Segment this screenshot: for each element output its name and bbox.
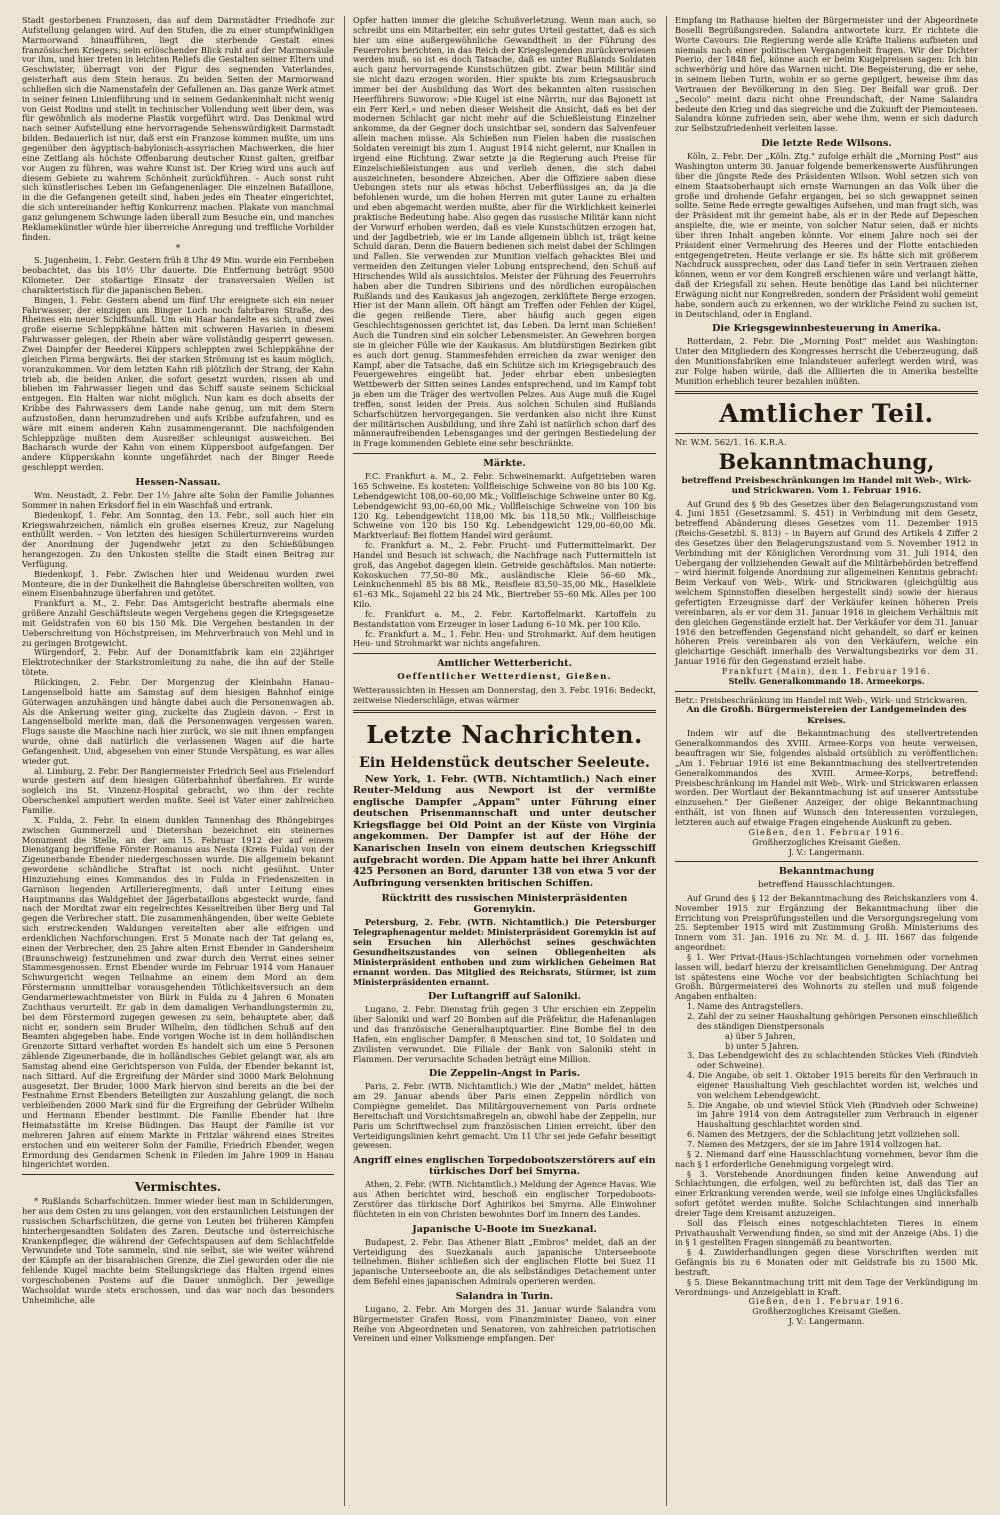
- list-item: 2. Zahl der zu seiner Haushaltung gehörigen Personen einschließlich des ständigen Dienstpersonals: [687, 1011, 978, 1031]
- list-item: a) über 5 Jahren,: [725, 1030, 796, 1041]
- divider: [675, 433, 978, 434]
- section-heading-letzte-nachrichten: Letzte Nachrichten.: [366, 719, 643, 749]
- article-saloniki: Lugano, 2. Febr. Dienstag früh gegen 3 Uhr erschien ein Zeppelin über Saloniki und warf 20 Bomben auf die Präfektur, die Hafenanlagen und das französische Generalhauptquartier. Eine Bombe fiel in den Hafen, ein englischer Dampfer. 8 Menschen sind tot, 10 Soldaten und Zivilisten verwundet. Die Filiale der Bank von Saloniki steht in Flammen. Der verursachte Schaden beträgt eine Million.: [353, 1004, 656, 1064]
- divider: [675, 691, 978, 692]
- list-item: 1. Name des Antragstellers.: [687, 1001, 804, 1012]
- article-scharfschuetzen: * Rußlands Scharfschützen. Immer wieder liest man in Schilderungen, her aus dem Osten zu uns gelangen, von den erstaunlichen Leistungen der russischen Scharfschützen, die gerne von Leuten bei früheren Kämpfen hinterhergesandten Soldaten des Zaren. Deutsche und österreichische Krankenpfleger, die während der Gefechtspausen auf dem Schlachtfelde Verwundete und Tote sammeln, sind nie selbst, sie wie weiter während der Kämpfe an der bisarabischen Grenze, die Ziel geworden oder die nie fehlende Kugel machte beim Stellungskriege das Halten irgend eines vorgeschobenen Postens auf die Dauer unmöglich. Der jeweilige Wachsoldat wurde stets erschossen, und das war noch das besonders Unheimliche, alle: [22, 1196, 334, 1305]
- notice-subtitle-hausschlachtungen: betreffend Hausschlachtungen.: [757, 880, 896, 891]
- section-heading-maerkte: Märkte.: [483, 458, 526, 470]
- divider: [22, 1174, 334, 1175]
- notice-paragraph-4: § 4. Zuwiderhandlungen gegen diese Vorschriften werden mit Gefängnis bis zu 6 Monaten oder mit Geldstrafe bis zu 1500 Mk. bestraft.: [675, 1247, 978, 1277]
- notice-signature-2a: Großherzogliches Kreisamt Gießen.: [752, 836, 901, 847]
- divider: [353, 453, 656, 454]
- article-wuergendorf: Würgendorf, 2. Febr. Auf der Donamitfabrik kam ein 22jähriger Elektrotechniker der Starkstromleitung zu nahe, die ihn auf der Stelle tötete.: [22, 647, 334, 678]
- notice-heading-buergermeistereien: An die Großh. Bürgermeistereien der Landgemeinden des Kreises.: [686, 705, 967, 726]
- notice-intro-hausschlachtungen: Auf Grund des § 12 der Bekanntmachung des Reichskanzlers vom 4. November 1915 zur Ergänzung der Bekanntmachung über die Errichtung von Preisprüfungsstellen und die Versorgungsregelung vom 25. September 1915 wird mit Zustimmung Großh. Ministeriums des Innern vom 31. Jan. 1916 zu Nr. M. d. J. III. 1667 das folgende angeordnet:: [675, 892, 978, 953]
- notice-signature: Stellv. Generalkommando 18. Armeekorps.: [728, 675, 925, 686]
- notice-date: Frankfurt (Main), den 1. Februar 1916.: [722, 665, 931, 676]
- article-fulda: X. Fulda, 2. Febr. In einem dunklen Tannenhag des Rhöngebirges zwischen Gummerzell und Dietershan bezeichnet ein steinernes Monument die Stelle, an der am 15. Februar 1912 der auf einem Dienstgang begriffene Förster Romanus aus Nesta (Kreis Fulda) von der Zigeunerbande Ebender niedergeschossen wurde. Die allgemein bekannt gewordene schändliche Straftat ist noch nicht gesühnt. Unter Hinzuziehung eines Kommandos des in Fulda in Friedenszeiten in Garnison liegenden Artillerieregiments, daß unter Leitung eines Hauptmanns das Waldgebiet der Jägerbataillons abgesteckt wurde, fand nach der Mordtat zwar ein regelrechtes Kesseltreiben über Berg und Tal gegen die Verbrecher statt. Die zusammenhängenden, über weite Gebiete sich erstreckenden Waldungen vereitelten aber alle eifrigen und erdenklichen Nachforschungen. Erst 5 Monate nach der Tat gelang es, einen der Verbrecher, den 25 Jahre alten Ernst Ebender in Gandersheim (Braunschweig) festzunehmen und zwar durch den Verrat eines seiner Stammesgenossen. Ernst Ebender wurde im Februar 1914 vom Hanauer Schwurgericht wegen Teilnahme an einem dem Mord an dem Förstermann unmittelbar vorausgehenden Tötlichkeitsversuch an dem Gendarmeriewachtmeister von Bürk in Fulda zu 4 Jahren 6 Monaten Zuchthaus verurteilt. Er gab in dem damaligen Verhandlungstermin zu, bei dem Förstermord zugegen gewesen zu sein, behauptete aber, daß nicht er, sondern sein Bruder Wilhelm, den tödlichen Schuß auf den Beamten abgegeben habe. Ende vorigen Woche ist in dem holländischen Grenzorte Sittard verhaftet worden Es handelt sich um eine 5 Personen zählende Zigeunerbande, die in holländisches Gebiet gelangt war, als am Samstag abend eine Gerichtsperson von Fulda, der Ebender bekannt ist, nach Sittard. Auf die Ergreifung der Mörder sind 3000 Mark Belohnung ausgesetzt. Der Bruder, 1000 Mark hiervon sind bereits an die bei der Festnahme Ernst Ebenders Beteiligten zur Auszahlung gelangt, die noch verbleibenden 2000 Mark sind für die Ergreifung der Gebrüder Wilhelm und Hermann Ebender bestimmt. Die Familie Ebender hat ihre Heimatsstätte im Kreise Büdingen. Das Haupt der Familie ist vor mehreren Jahren auf einem Markte in Fritzlar während eines Streites erstochen und ein weiterer Sohn der Familie, Friedrich Ebender, wegen Ermordung des Gendarmen Schenk in Fileden im Jahre 1909 in Hanau hingerichtet worden.: [22, 814, 334, 1170]
- notice-paragraph-1: § 1. Wer Privat-(Haus-)Schlachtungen vornehmen oder vornehmen lassen will, bedarf hierzu der kreisamtlichen Genehmigung. Der Antrag ist spätestens eine Woche vor der beabsichtigten Schlachtung bei Großh. Bürgermeisterei des Wohnorts zu stellen und muß folgende Angaben enthalten:: [675, 951, 978, 1002]
- article-smyrna: Athen, 2. Febr. (WTB. Nichtamtlich.) Meldung der Agence Havas. Wie aus Athen berichtet wird, beschoß ein englischer Torpedoboots-Zerstörer das türkische Dorf Aghirikos bei Smyrna. Alle Einwohner flüchteten in ein von Christen bewohntes Dorf im Innern des Landes.: [353, 1179, 656, 1219]
- notice-paragraph-2: § 2. Niemand darf eine Hausschlachtung vornehmen, bevor ihm die nach § 1 erforderliche Genehmigung vorgelegt wird.: [675, 1148, 978, 1169]
- article-biedenkopf-2: Biedenkopf, 1. Febr. Zwischen hier und Weidenau wurden zwei Monteure, die in der Dunkelheit die Bahngleise überschreiten wollten, von einem Eisenbahnzuge überfahren und getötet.: [22, 568, 334, 599]
- article-salandra-continued: Empfang im Rathause hielten der Bürgermeister und der Abgeordnete Boselli Begrüßungsreden. Salandra antwortete kurz. Er richtete die Worte Cavours: Die Regierung werde alle Kräfte Italiens aufbieten und niemals nach einer politischen Vergangenheit fragen. Wir der Dichter Poerio, der 1848 fiel, könne auch er beim Kugelpreisen sagen: Ich bin schwerhörig und höre das Warnen nicht. Die Begeisterung, die er sehe, in seinem lieben Turin, wohin er so gerne gepilgert, beweise ihm das Vertrauen der Bevölkerung in den Sieg. Der Beifall war groß. Der „Secolo" meint dazu nicht ohne Freundschaft, der Name Salandra bedeute den Krieg und das siegreiche und die Zukunft der Piemontesen. Salandra könne zufrieden sein, aber wehe ihm, wenn er sich dadurch zur Selbstzufriedenheit verleiten lasse.: [675, 16, 978, 134]
- article-limburg: al. Limburg, 2. Febr. Der Rangiermeister Friedrich Seel aus Frielendorf wurde gestern auf dem hiesigen Güterbahnhof überfahren. Er wurde sogleich ins St. Vinzenz-Hospital gebracht, wo ihm der rechte Oberschenkel amputiert werden mußte. Seel ist Vater einer zahlreichen Familie.: [22, 765, 334, 815]
- separator-star: *: [175, 244, 181, 255]
- notice-paragraph-3b: Soll das Fleisch eines notgeschlachteten Tieres in einem Privathaushalt Verwendung finden, so sind mit der Anzeige (Abs. 1) die in § 1 gestellten Fragen sinngemäß zu beantworten.: [675, 1217, 978, 1248]
- article-darmstadt-continued: Stadt gestorbenen Franzosen, das auf dem Darmstädter Friedhofe zur Aufstellung gelangen wird. Auf den Stufen, die zu einer stumpfwinkligen Marmorwand hinaufführen, liegt die sterbende Gestalt eines französischen Kriegers; sein erlöschender Blick ruht auf der Marmorsäule vor ihm, und hier treten in leichten Reliefs die Gestalten seiner Eltern und Geschwister, überragt von der Figur des segnenden Vaterlandes, geisterhaft aus dem Stein heraus. Zu beiden Seiten der Marmorwand schließen sich die Namenstafeln der Gefallenen an. Das ganze Werk atmet in seiner feinen Linienführung und in seinem Gedankeninhalt nicht wenig von Geist Rodins und stellt in technischer Vollendung weit über dem, was für gewöhnlich als moderne Plastik vorgeführt wird. Das Denkmal wird nach seiner Aufstellung eine hervorragende Sehenswürdigkeit Darmstadt bilden. Bedauerlich ist nur, daß erst ein Franzose kommen mußte, um uns gegenüber den ägyptisch-babylonisch-assyrischen Machwerken, die hier eine Zeitlang als höchste Offenbarung deutscher Kunst galten, greifbar vor Augen zu führen, was wahre Kunst ist. Der Krieg wird uns auch auf diesem Gebiete zu wahrem Schönheit zurückführen. – Auch sonst ruht sich künstlerisches Leben im Gefangenenlager. Die einzelnen Bataillone, in die die Gefangenen geteilt sind, haben jedes ein Theater eingerichtet, die sich untereinander heftig Konkurrenz machen. Plakate von manchmal ganz gelungenem Schwunge laden überall zum Besuche ein, und manches Reklamekünstler würde hier überreiche Anregung und treffliche Vorbilder finden.: [22, 16, 334, 242]
- headline-smyrna: Angriff eines englischen Torpedobootszerstörers auf ein türkisches Dorf bei Smyrna.: [353, 1155, 656, 1178]
- notice-date-2: Gießen, den 1. Februar 1916.: [748, 826, 905, 837]
- notice-paragraph-3: § 3. Vorstehende Anordnungen finden keine Anwendung auf Schlachtungen, die erfolgen, weil zu befürchten ist, daß das Tier an einer Erkrankung verenden werde, weil sie infolge eines Unglücksfalles sofort getötet werden mußte. Solche Schlachtungen sind innerhalb dreier Tage dem Kreisamt anzuzeigen.: [675, 1168, 978, 1218]
- notice-date-3: Gießen, den 1. Februar 1916.: [748, 1296, 905, 1307]
- article-salandra: Lugano, 2. Febr. Am Morgen des 31. Januar wurde Salandra vom Bürgermeister Grafen Rossi, vom Finanzminister Daneo, von einer Reihe von Abgeordneten und Senatoren, von zahlreichen patriotischen Vereinen und einer Volksmenge empfangen. Der: [353, 1303, 656, 1344]
- article-rueckingen: Rückingen, 2. Febr. Der Morgenzug der Kleinbahn Hanau–Langenselbold hatte am Samstag auf dem hiesigen Bahnhof einige Güterwagen anzuhängen und hängte dabei auch die Personenwagen ab. Als die Ankerung weiter ging, zuckelte das Zuglein davon. – Erst in Langenselbold merkte man, daß die Personenwagen vergessen waren. Flugs sauste die Maschine nach hier zurück, wo sie mit ihnen empfangen wurde, ohne daß natürlich die verlassenen Wagen auf die harte Gefangenheit. Und, abgesehen von einer Stunde Verspätung, es war alles wieder gut.: [22, 677, 334, 766]
- notice-signature-3b: J. V.: Langermann.: [788, 1316, 865, 1327]
- divider: [675, 391, 978, 394]
- divider: [675, 861, 978, 862]
- article-wilson: Köln, 2. Febr. Der „Köln. Ztg." zufolge erhält die „Morning Post" aus Washington unterm 30. Januar folgende bemerkenswerte Ausführungen über die jüngste Rede des Präsidenten Wilson. Wohl setzen sich von einem Staatsoberhaupt sich ernste Warnungen an das Volk über die große und drohende Gefahr ergangen, bei so sich gewappnet seinen sollte. Seine Rede erregte gewaltiges Aufsehen, und man fragt sich, was der Präsident mit ihr gemeint habe, als er in der Rede auf Depeschen anspielte, die, wie er meinte, von solcher Natur seien, daß er nichts über ihren Inhalt angeben könnte. Vor einem Jahre noch sei der Präsident einer Vermehrung des Heeres und der Flotte entschieden entgegengetreten. Heute verlange er sie. Es hätte sich mit größerem Nachdruck aussprechen, oder das Land tiefer in sein Vertrauen ziehen können, wenn er vor dem Kongreß erschienen wäre und verlangt hätte, daß der Kriegsfall zu sehen. Heute benötige das Land bei nüchterner Erwägung nicht nur Kongreßreden, sondern der Präsident wohl gemeint habe, sondern auch zu erkennen, wo der wirkliche Feind zu suchen ist, in Deutschland, oder in England.: [675, 151, 978, 319]
- market-fruchtmarkt: fc. Frankfurt a. M., 2. Febr. Frucht- und Futtermittelmarkt. Der Handel und Besuch ist schwach, die Nachfrage nach Futtermitteln ist groß, das Angebot dagegen klein. Getreide geschäftslos. Man notierte: Kokoskuchen 77,50–80 Mk., ausländische Kleie 56–60 Mk., Leinkuchenmehl 85 bis 88 Mk., Reisfleie 83,50–35,00 Mk., Haselkleie 61–63 Mk., Sojamehl 22 bis 24 Mk., Biertreber 55–60 Mk. Alles per 100 Kilo.: [353, 540, 656, 610]
- section-heading-hessen-nassau: Hessen-Nassau.: [135, 476, 221, 488]
- article-bingen: Bingen, 1. Febr. Gestern abend um fünf Uhr ereignete sich ein neuer Fahrwasser, der einzigen am Binger Loch noch fahrbaren Straße, des Rheines ein neuer Schiffsunfall. Um ein Haar handelte es sich, und zwei große eiserne Schleppkähne hätten mit schweren Havarien in diesem Fahrwasser gelegen, der Rhein aber wäre vollständig gesperrt gewesen. Zwei Dampfer der Reederei Küppers schleppten zwei Schleppkähne der gleichen Firma bergwärts. Bei der starken Strömung ist es kaum möglich, voranzukommen. Vor dem letzten Kahn riß plötzlich der Strang, der Kahn trieb ab, die beiden Anker, die sofort gesetzt wurden, rissen ab und blieben im Fahrwasser liegen und das Schiff sauste seinem Schicksal entgegen. Ein Halten war nicht möglich. Nun kam es doch abseits der Kribbe des Fahrwassers dem Lande nahe genug, um mit dem Stern aufzustoßen, dann herumzudrehen und aufs Kribbe aufzufahren, und es wäre mit einem anderen Kahn zusammengerannt. Die nachfolgenden Schleppzüge mußten dem Ausreißer schleunigst ausweichen. Bei Bacharach wurde der Kahn von einem Küppersboot aufgefangen. Der andere Küpperskahn konnte ungefährdet nach der Binger Reede geschleppt werden.: [22, 294, 334, 473]
- wetter-subheading: Oeffentlicher Wetterdienst, Gießen.: [397, 672, 612, 683]
- column-3: [666, 16, 978, 1506]
- list-item: 6. Namen des Metzgers, der die Schlachtung jetzt vollziehen soll.: [687, 1129, 960, 1140]
- divider: [353, 653, 656, 654]
- divider: [353, 710, 656, 713]
- notice-paragraph-5: § 5. Diese Bekanntmachung tritt mit dem Tage der Verkündigung im Verordnungs- und Anzeigeblatt in Kraft.: [675, 1276, 978, 1297]
- notice-text-preisbeschraenkungen: Auf Grund des § 9b des Gesetzes über den Belagerungszustand vom 4. Juni 1851 (Gesetzsamml. S. 451) in Verbindung mit dem Gesetz, betreffend Abänderung dieses Gesetzes vom 11. Dezember 1915 (Reichs-Gesetzbl. S. 813) – in Bayern auf Grund des Artikels 4 Ziffer 2 des Gesetzes über den Belagerungszustand vom 5. November 1912 in Verbindung mit der Königlichen Verordnung vom 31. Juli 1914, den Uebergang der vollziehenden Gewalt auf die Militärbehörden betreffend – wird hiermit folgende Anordnung zur allgemeinen Kenntnis gebracht: Beim Verkauf von Web-, Wirk- und Strickwaren (gleichgültig aus welchem Spinnstoffen dieselben hergestellt sind) sowie der hieraus gefertigten Erzeugnisse darf der Verkäufer keinen höheren Preis vereinbaren, als er vor dem 31. Januar 1916 in gleichem Verhältnis mit den gleichen Gegenstände erzielt hat. Der Verkäufer vor dem 31. Januar 1916 den betreffenden Gegenstand nicht gehandelt, so darf er keinen höheren Preis vereinbaren als von den Verkäufern, welche ein gleichartige Geschäft innerhalb des Verwaltungsbezirks vor dem 31. Januar 1916 für den Gegenstand erzielt habe.: [675, 498, 978, 667]
- column-2: [344, 16, 656, 1506]
- article-scharfschuetzen-continued: Opfer hatten immer die gleiche Schußverletzung. Wenn man auch, so schreibt uns ein Mitarbeiter, ein sehr gutes Urteil gestattet, daß es sich hier um eine außergewöhnliche Gewandtheit in der Führung des Feuerrohrs berichten, in das Reich der Kriegslegenden zurückverwiesen werden muß, so ist es doch Tatsache, daß es unter Rußlands Soldaten auch ganz hervorragende Kunstschützen gibt. Zwar beim Militär sind sie nicht dazu erzogen worden. Hier spukte bis zum Kriegsausbruch immer bei der Ausbildung das Wort des bekannten alten russischen Heerführers Suworow: »Die Kugel ist eine Närrin, nur das Bajonett ist ein Ferr Kerl,« und neben dieser Weisheit die Ansicht, daß es bei der modernen Schlacht gar nicht mehr auf die Schießleistung Einzelner ankomme, da der Gegner doch unsichtbar sei, sondern das Salvenfeuer allein machen müsse. Als Schießen nun Fielen haben die russischen Soldaten vereinigt bis zum 1. August 1914 nicht gelernt, nur Knallen in irgend eine Richtung. Zwar setzte ja die Regierung auch Preise für Einzelschießleistungen aus und verlieh denen, die sich dabei auszeichneten, besondere Abzeichen. Aber die Offiziere saben diese Uebungen stets nur als etwas höchst Ueberflüssiges an, da ja die befohlenen wurde, um die hohen Herren mit guter Laune zu erhalten und eben abgemacht werden mußte, aber für die Wirklichkeit keinerlei praktische Bedeutung habe. Also gegen das russische Militär kann nicht der Vorwurf erhoben werden, daß es viele Kunstschützen erzogen hat, und der Jagdbetrieb, wie er im Lande allgemein üblich ist, trägt keine Schuld daran. Denn die Bauern bedienen sich meist dabei der Schlingen und Fallen. Sie verwenden zur Munition vielfach gehacktes Blei und vermeiden den Zeitungen vieler Lobung entsprechend, den Schuß auf Hirschendes Wild als aussichtslos. Meister der Führung des Feuerrohrs haben aber die Tundren Sibiriens und des nördlichen europäischen Rußlands und des Kaukasus jah angezogen, zerklüftete Berge erzogen. Hier ist der Mann allein. Oft hängt am Treffen oder Fehlen der Kugel, die gegen reißende Tiere, aber häufig auch gegen eigen Geschlechtsgenossen gerichtet ist, das Leben. Da lernt man Schießen! Auch die Tundren sind ein solcher Lebensmeister. An Gewehren borgen sie in gleicher Fülle wie der Kaukasus. Am blutdürstigen Bezirken gibt es auch dort genug. Stammesfehden erreichen da zwar weniger den Kampf, aber die Tatsache, daß ein Schütze sich im Kriegsgebrauch des Feuergewehres eingeübt hat. Jeder ehrbar eben unbesiegten Wettbewerb der Sitten seines Landes entsprechend, und im Kampf tobt ja eben um die Träger des wertvollen Pelzes. Aus Auge muß die Kugel treffen, sonst leiden der Preis. Aus solchen Schulen sind Rußlands Scharfschützen hervorgegangen. Sie verdanken also nicht ihre Kunst der militärischen Ausbildung, und ihre Zahl ist natürlich schon darf des männeraufreibenden Lebensganges und der geringen Bestiedelung der in Frage kommenden Gebiete eine sehr beschränkte.: [353, 16, 656, 449]
- headline-zeppelin-paris: Die Zeppelin-Angst in Paris.: [428, 1068, 581, 1080]
- market-heumarkt: fc. Frankfurt a. M., 1. Febr. Heu- und Strohmarkt. Auf dem heutigen Heu- und Strohmarkt war nichts angefahren.: [353, 628, 656, 649]
- section-heading-wetterbericht: Amtlicher Wetterbericht.: [437, 658, 572, 670]
- article-goremykin: Petersburg, 2. Febr. (WTB. Nichtamtlich.) Die Petersburger Telegraphenagentur meldet: Ministerpräsident Goremykin ist auf sein Ersuchen hin Allerhöchst seines geschwächten Gesundheitszustandes von seinen Obliegenheiten als Ministerpräsident enthoben und zum wirklichen Geheimen Rat ernannt worden. Das Mitglied des Reichsrats, Stürmer, ist zum Ministerpräsidenten ernannt.: [353, 917, 656, 987]
- headline-heldenstueck: Ein Heldenstück deutscher Seeleute.: [359, 754, 650, 771]
- notice-title-hausschlachtungen: Bekanntmachung: [778, 866, 875, 878]
- section-heading-vermischtes: Vermischtes.: [134, 1180, 222, 1195]
- list-item: 7. Namen des Metzgers, der sie im Jahre 1914 vollzogen hat.: [687, 1138, 942, 1149]
- notice-betreff: Betr.: Preisbeschränkung im Handel mit Web-, Wirk- und Strickwaren.: [675, 694, 968, 705]
- notice-signature-3a: Großherzogliches Kreisamt Gießen.: [752, 1306, 901, 1317]
- article-kriegsgewinn: Rotterdam, 2. Febr. Die „Morning Post" meldet aus Washington: Unter den Mitgliedern des Kongresses herrscht die Ueberzeugung, daß den Munitionsfabriken eine Inlandsteuer auferlegt werden wird, was zur Folge haben würde, daß die Alliierten die in Amerika bestellte Munition erheblich teurer bezahlen müßten.: [675, 336, 978, 386]
- article-neustadt: Wm. Neustadt, 2. Febr. Der 1½ Jahre alte Sohn der Familie Johannes Sommer in nahen Erksdorf fiel in ein Waschfaß und ertrank.: [22, 489, 334, 510]
- headline-wilson: Die letzte Rede Wilsons.: [761, 138, 892, 150]
- notice-subtitle-preisbeschraenkungen: betreffend Preisbeschränkungen im Handel mit Web-, Wirk- und Strickwaren. Vom 1. Februar 1916.: [681, 475, 972, 497]
- article-suezkanal: Budapest, 2. Febr. Das Athener Blatt „Embros" meldet, daß an der Verteidigung des Suezkanals auch japanische Unterseeboote teilnehmen. Bisher schließen sich der englischen Flotte bei Suez 11 japanische Unterseeboote an, die als selbständiges Detachement unter dem Befehl eines japanischen Admirals operieren werden.: [353, 1236, 656, 1287]
- list-item: b) unter 5 Jahren.: [725, 1040, 800, 1051]
- market-kartoffelmarkt: fc. Frankfurt a. M., 2. Febr. Kartoffelmarkt. Kartoffeln zu Bestandstation vom Erzeuger in loser Ladung 6–10 Mk. per 100 Kilo.: [353, 608, 656, 629]
- headline-salandra: Salandra in Turin.: [455, 1290, 554, 1302]
- notice-signature-2b: J. V.: Langermann.: [788, 846, 865, 857]
- notice-text-buergermeistereien: Indem wir auf die Bekanntmachung des stellvertretenden Generalkommandos des XVIII. Armee-Korps von heute verweisen, beauftragen wir Sie, folgendes alsbald ortsüblich zu veröffentlichen: „Am 1. Februar 1916 ist eine Bekanntmachung des stellvertretenden Generalkommandos des XVIII. Armee-Korps, betreffend: Preisbeschränkung im Handel mit Web-, Wirk- und Strickwaren erlassen worden. Der Wortlaut der Bekanntmachung ist auf unserer Amtsstube einzusehen." Der Gießener Anzeiger, der obige Bekanntmachung enthält, ist von Ihnen auf Wunsch den Interessenten vorzulegen, letzteren auch auf etwaige Fragen eingehende Auskunft zu geben.: [675, 728, 978, 827]
- list-item: 4. Die Angabe, ob seit 1. Oktober 1915 bereits für den Verbrauch in eigener Haushaltung Vieh geschlachtet worden ist, welches und von welchem Lebendgewicht.: [687, 1070, 978, 1100]
- headline-saloniki: Der Luftangriff auf Saloniki.: [427, 991, 581, 1003]
- article-heldenstueck: New York, 1. Febr. (WTB. Nichtamtlich.) Nach einer Reuter-Meldung aus Newport ist der vermißte englische Dampfer „Appam" unter Führung einer deutschen Prisenmannschaft und unter deutscher Kriegsflagge bei Old Point an der Küste von Virginia angekommen. Der Dampfer ist auf der Höhe der Kanarischen Inseln von einem deutschen Kriegsschiff aufgebracht worden. Die Appam hatte bei ihrer Ankunft 425 Personen an Bord, darunter 138 von etwa 5 vor der Aufbringung versenkten britischen Schiffen.: [353, 773, 656, 889]
- headline-kriegsgewinn: Die Kriegsgewinnbesteuerung in Amerika.: [712, 323, 941, 335]
- article-biedenkopf: Biedenkopf, 1. Febr. Am Sonntag, den 13. Febr., soll auch hier ein Kriegswahrzeichen, nämlich ein großes eisernes Kreuz, zur Nagelung enthüllt werden. – Von letzten des hiesigen Schülerturnvereins wurden der Anordnung der Jugendwehr jetzt zu den Schießübungen herangezogen. Zu den Unkosten stellte die Stadt einen Beitrag zur Verfügung.: [22, 509, 334, 569]
- article-jugenheim: S. Jugenheim, 1. Febr. Gestern früh 8 Uhr 49 Min. wurde ein Fernbeben beobachtet, das bis 10½ Uhr dauerte. Die Entfernung beträgt 9500 Kilometer. Der stoßartige Einsatz der transversalen Wellen ist charakteristisch für die japanischen Beben.: [22, 255, 334, 295]
- market-schweinemarkt: F.C. Frankfurt a. M., 2. Febr. Schweinemarkt. Aufgetrieben waren 165 Schweine. Es kosteten: Vollfleischige Schweine von 80 bis 100 Kg. Lebendgewicht 108,00–60,00 Mk.; Vollfleischige Schweine unter 80 Kg. Lebendgewicht 93,00–60,00 Mk.; Vollfleischige Schweine von 100 bis 120 Kg. Lebendgewicht 118,00 Mk. bis 118,50 Mk.; Vollfleischige Schweine von 120 bis 150 Kg. Lebendgewicht 129,00–60,00 Mk. Marktverlauf: Bei flottem Handel wird geräumt.: [353, 471, 656, 541]
- headline-goremykin: Rücktritt des russischen Ministerpräsidenten Goremykin.: [381, 893, 628, 916]
- wetter-text: Wetteraussichten in Hessen am Donnerstag, den 3. Febr. 1916: Bedeckt, zeitweise Niederschläge, etwas wärmer: [353, 684, 656, 705]
- headline-suezkanal: Japanische U-Boote im Suezkanal.: [412, 1223, 597, 1235]
- notice-reference: Nr. W.M. 562/1. 16. K.R.A.: [675, 436, 787, 447]
- article-zeppelin-paris: Paris, 2. Febr. (WTB. Nichtamtlich.) Wie der „Matin" meldet, hätten am 29. Januar abends über Paris einen Zeppelin nördlich von Compiègne gemeldet. Das Militärgouvernement von Paris ordnete Bereitschaft und Vorsichtsmaßregeln an, obwohl habe der Zeppelin, nur Paris um Schriftwechsel zum französischen Linien erreicht, über den Verteidigungslinien kehrt gemacht. Um 11 Uhr sei jede Gefahr beseitigt gewesen.: [353, 1081, 656, 1151]
- column-1: [22, 16, 334, 1506]
- notice-title-preisbeschraenkungen: Bekanntmachung,: [718, 448, 935, 474]
- list-item: 3. Das Lebendgewicht des zu schlachtenden Stückes Vieh (Rindvieh oder Schweine).: [687, 1050, 978, 1071]
- section-heading-amtlicher-teil: Amtlicher Teil.: [719, 398, 934, 428]
- list-item: 5. Die Angabe, ob und wieviel Stück Vieh (Rindvieh oder Schweine) im Jahre 1914 von dem Antragsteller zum Verbrauch in eigener Haushaltung geschlachtet worden sind.: [687, 1099, 978, 1130]
- article-frankfurt: Frankfurt a. M., 2. Febr. Das Amtsgericht bestrafte abermals eine größere Anzahl Geschäftsleute wegen Vergehens gegen die Kriegsgesetze mit Geldstrafen von 60 bis 150 Mk. Die Vergehen bestanden in der Ueberschreitung von Höchstpreisen, im Mehrverbrauch von Mehl und in zu geringen Brotgewicht.: [22, 598, 334, 648]
